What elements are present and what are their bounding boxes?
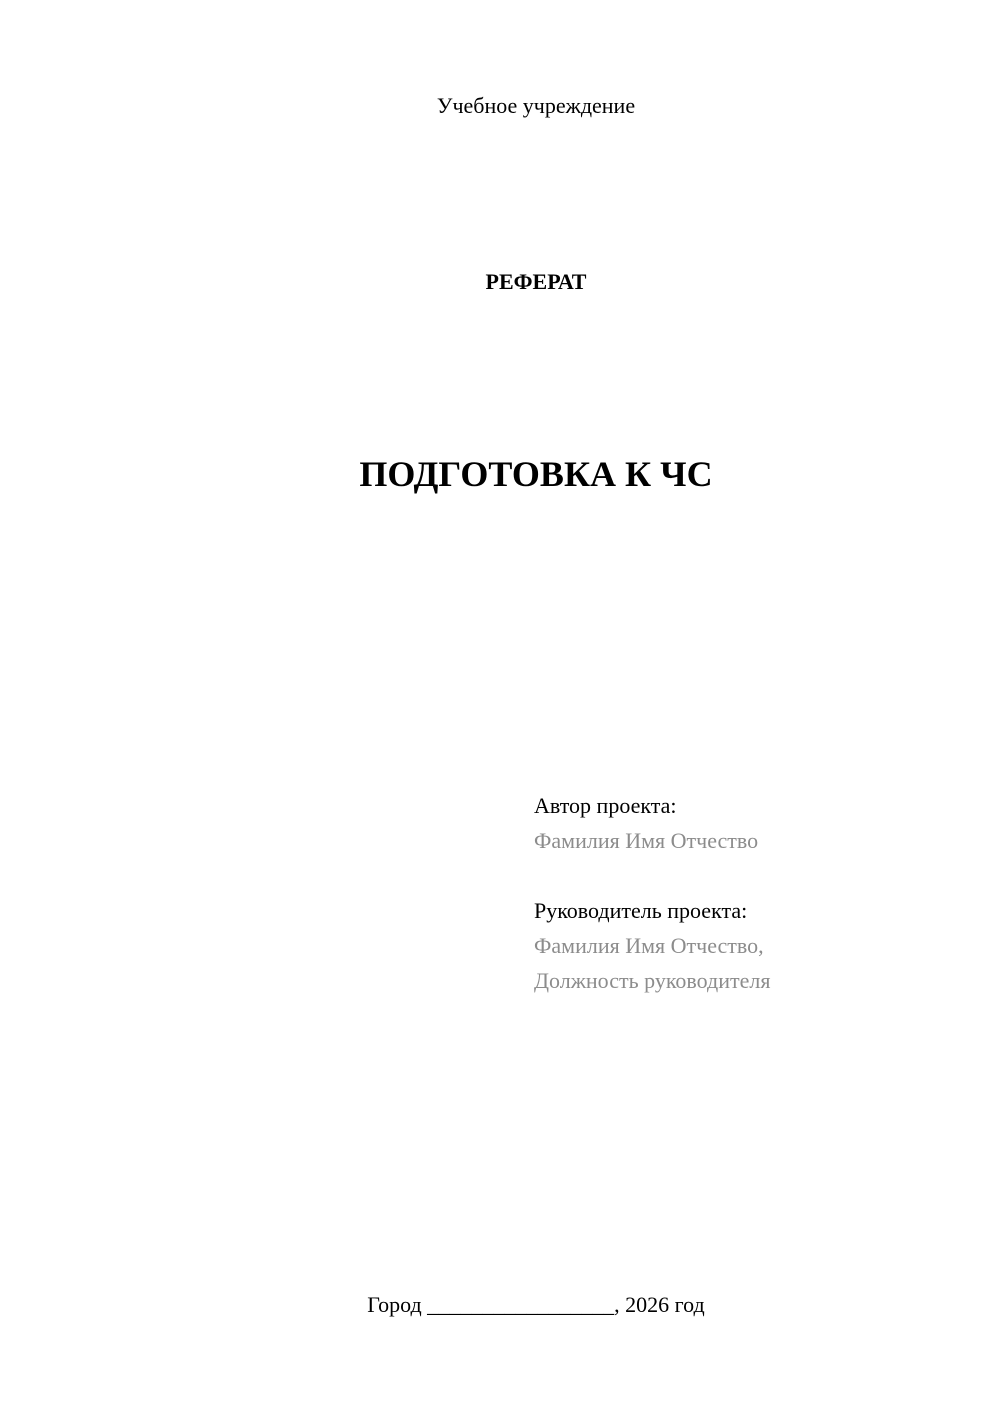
spacer	[534, 858, 974, 893]
document-title: ПОДГОТОВКА К ЧС	[359, 454, 713, 494]
supervisor-name: Фамилия Имя Отчество,	[534, 933, 764, 958]
author-name: Фамилия Имя Отчество	[534, 828, 759, 853]
supervisor-label: Руководитель проекта:	[534, 898, 748, 923]
document-type: РЕФЕРАТ	[485, 269, 587, 294]
city-year-line: Город _________________, 2026 год	[367, 1292, 705, 1317]
supervisor-position: Должность руководителя	[534, 968, 771, 993]
author-info-block	[534, 788, 974, 998]
author-label: Автор проекта:	[534, 793, 677, 818]
institution-name: Учебное учреждение	[436, 93, 636, 118]
